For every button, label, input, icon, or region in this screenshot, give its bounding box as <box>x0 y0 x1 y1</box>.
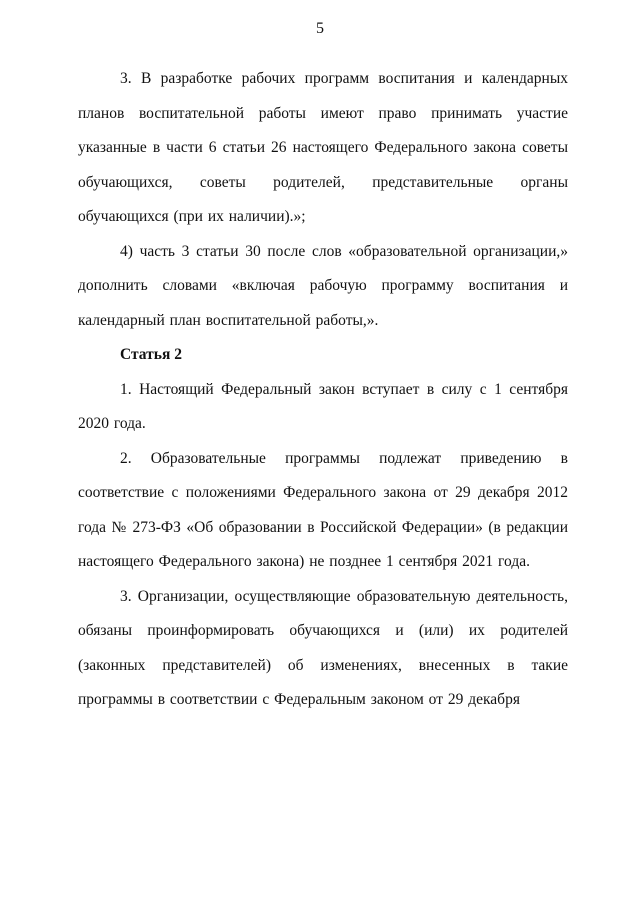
paragraph-1: 3. В разработке рабочих программ воспитания и календарных планов воспитательной работы имеют право принимать участие указанные в части 6 статьи 26 настоящего Федерального закона советы обучающихся, советы родителей, представительные органы обучающихся (при их наличии).»; <box>78 70 568 225</box>
paragraph-2: 4) часть 3 статьи 30 после слов «образовательной организации,» дополнить словами «включая рабочую программу воспитания и календарный план воспитательной работы,». <box>78 242 568 329</box>
paragraph-5: 3. Организации, осуществляющие образовательную деятельность, обязаны проинформировать обучающихся и (или) их родителей (законных представителей) об изменениях, внесенных в такие программы в соответствии с Федеральным законом от 29 декабря <box>78 587 568 708</box>
document-body <box>78 62 568 718</box>
page-number: 5 <box>316 20 324 37</box>
article-heading: Статья 2 <box>120 346 182 363</box>
paragraph-4: 2. Образовательные программы подлежат приведению в соответствие с положениями Федерального закона от 29 декабря 2012 года № 273-ФЗ «Об образовании в Российской Федерации» (в редакции настоящего Федерального закона) не позднее 1 сентября 2021 года. <box>78 449 568 570</box>
paragraph-3: 1. Настоящий Федеральный закон вступает в силу с 1 сентября 2020 года. <box>78 380 568 432</box>
